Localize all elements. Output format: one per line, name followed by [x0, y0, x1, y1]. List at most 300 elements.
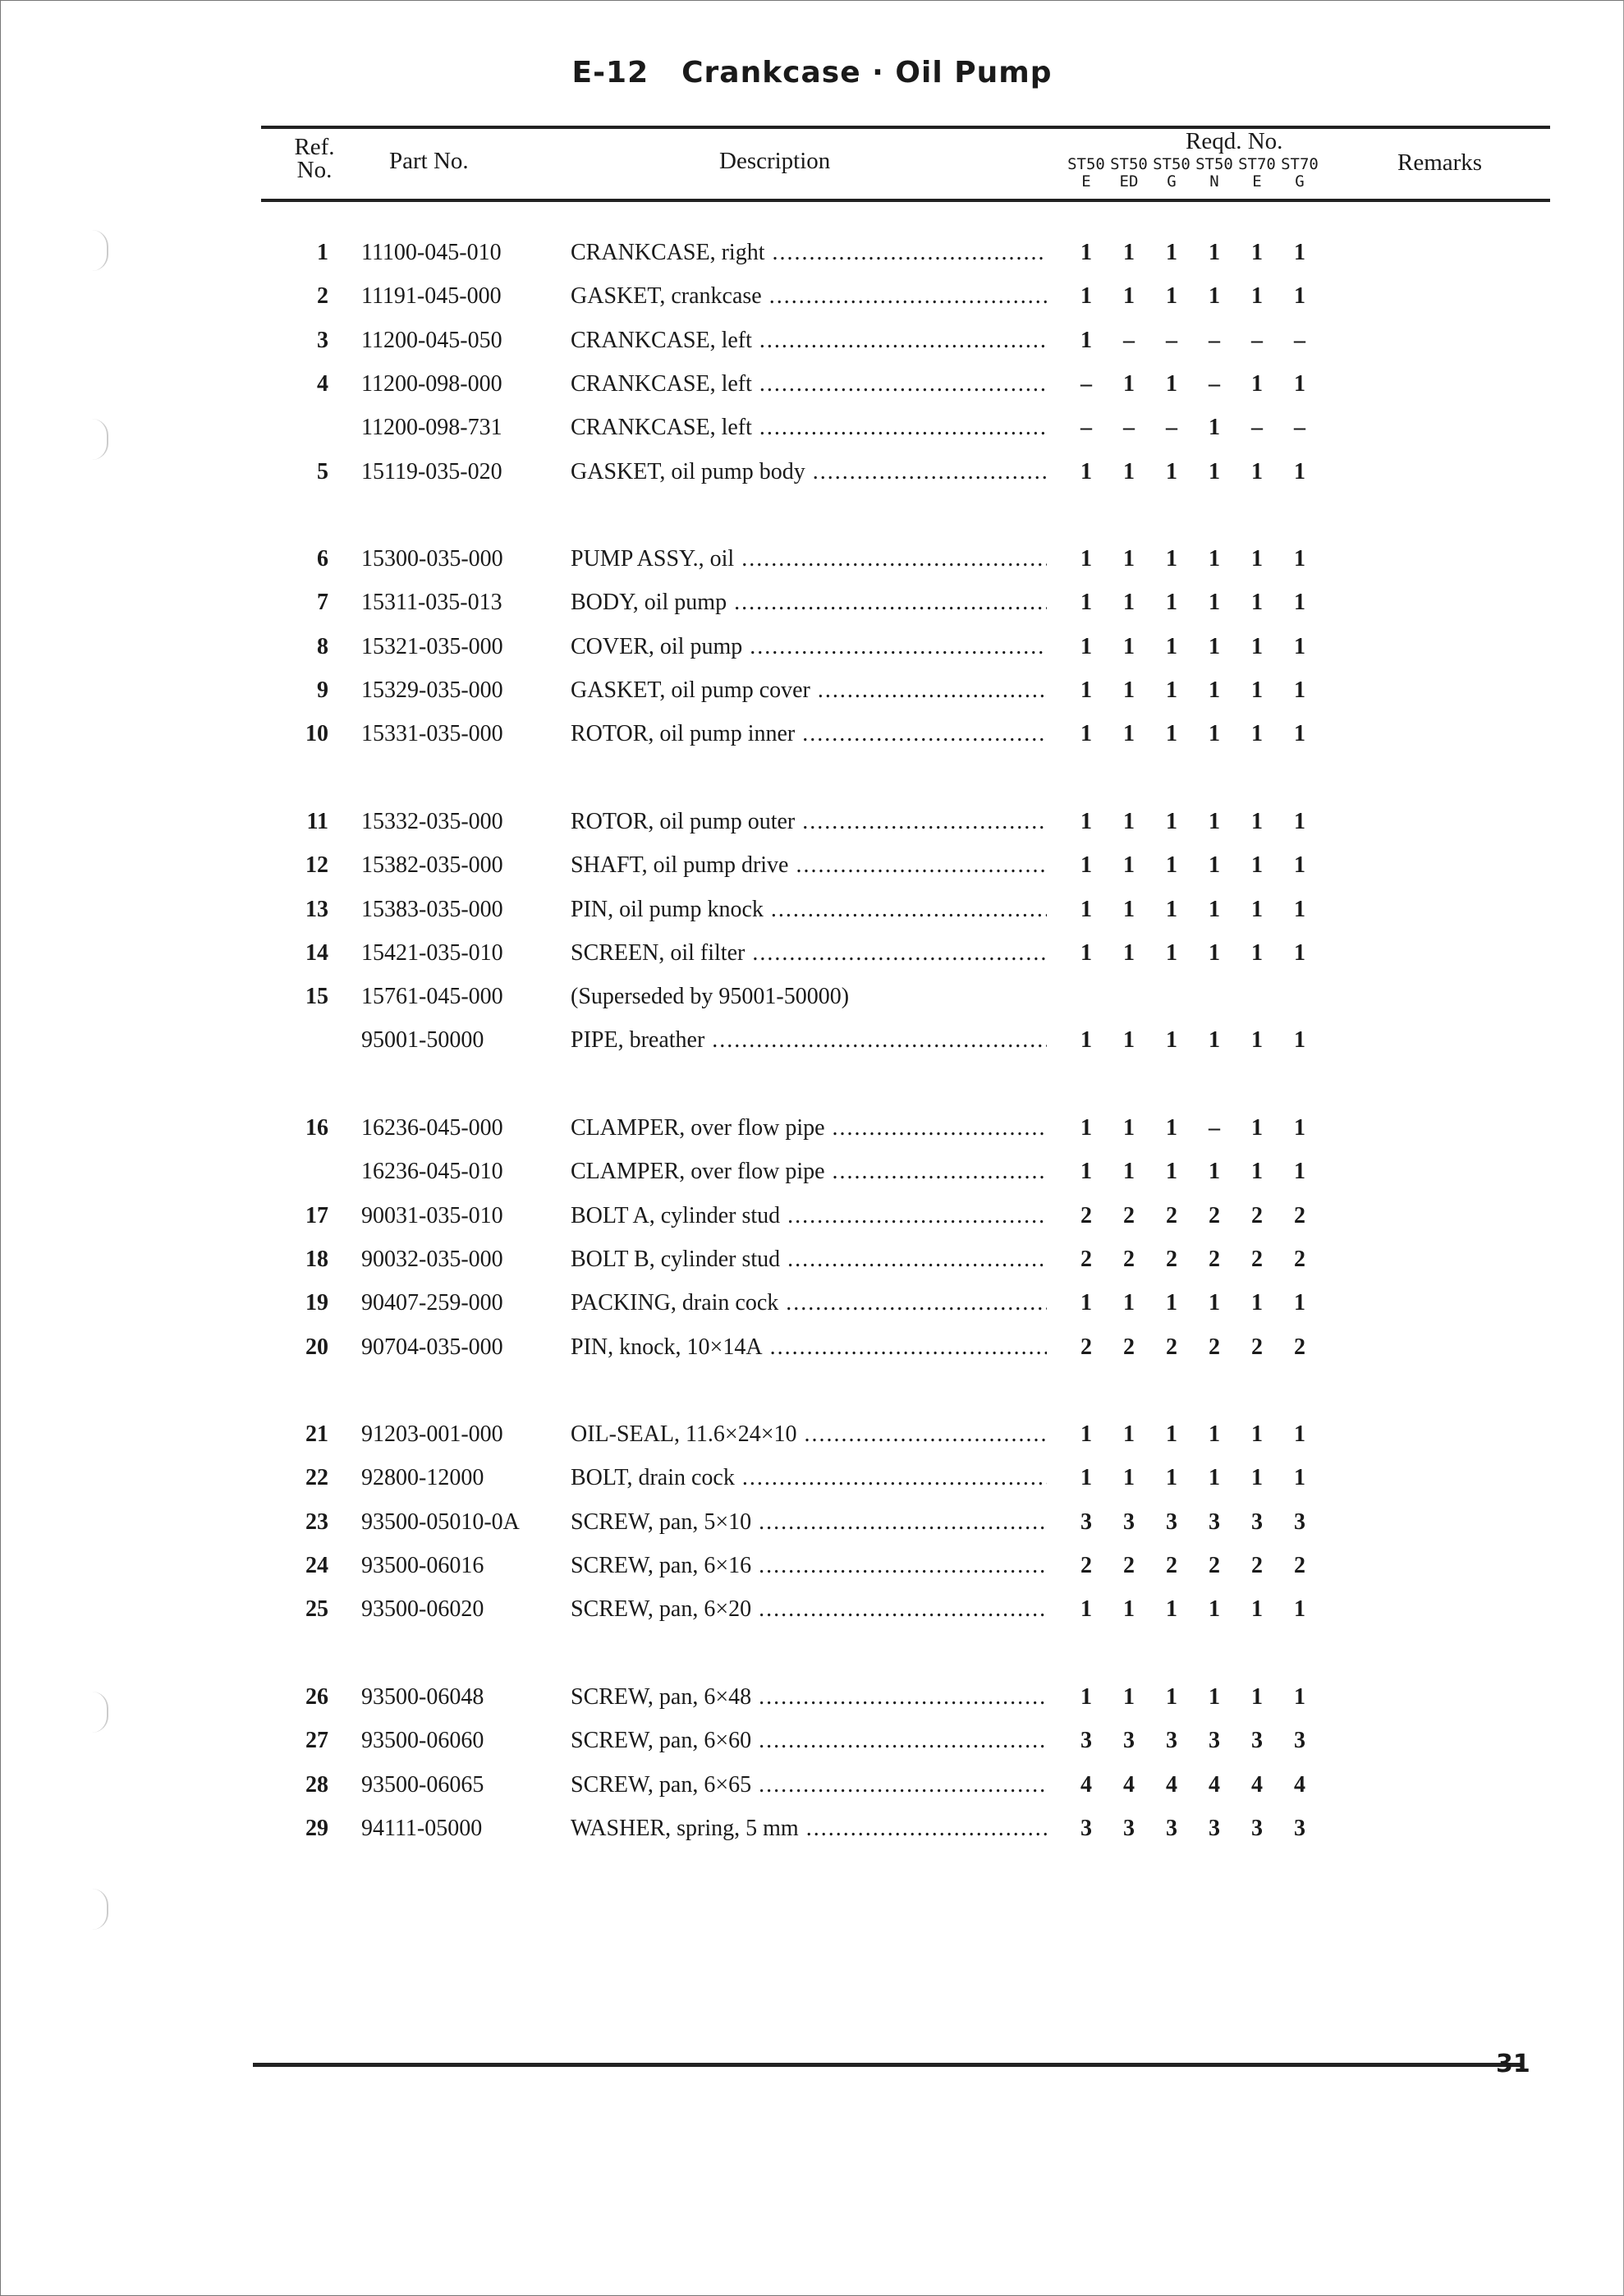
- qty-cell: 1: [1294, 370, 1305, 397]
- qty-cell: 2: [1166, 1334, 1177, 1360]
- part-number: 11100-045-010: [361, 240, 502, 265]
- table-row: [0, 1465, 1624, 1498]
- qty-cell: 1: [1080, 1115, 1092, 1141]
- qty-cell: 1: [1123, 1465, 1135, 1491]
- qty-cell: 1: [1123, 590, 1135, 616]
- model-variant: E: [1252, 172, 1262, 191]
- table-row: [0, 809, 1624, 842]
- qty-cell: –: [1166, 415, 1177, 441]
- qty-cell: 1: [1251, 1027, 1263, 1054]
- header-top-rule: [261, 126, 1550, 129]
- part-number: 11200-098-000: [361, 370, 502, 397]
- model-name: ST50: [1153, 155, 1190, 173]
- qty-cell: 1: [1294, 1115, 1305, 1141]
- ref-number: 6: [317, 546, 328, 572]
- part-description: SCREW, pan, 6×60 .....: [571, 1728, 1047, 1754]
- qty-cell: –: [1209, 370, 1220, 397]
- table-row: [0, 1684, 1624, 1717]
- part-description: OIL-SEAL, 11.6×24×10 .....: [571, 1421, 1047, 1448]
- qty-cell: 2: [1123, 1553, 1135, 1578]
- qty-cell: 1: [1251, 1159, 1263, 1185]
- qty-cell: 1: [1251, 633, 1263, 659]
- ref-number: 12: [305, 852, 328, 879]
- part-description: CRANKCASE, left .....: [571, 415, 1047, 441]
- qty-cell: 3: [1123, 1728, 1135, 1754]
- qty-cell: 1: [1251, 808, 1263, 834]
- part-number: 15383-035-000: [361, 896, 503, 922]
- qty-cell: 3: [1123, 1815, 1135, 1841]
- part-number: 93500-06016: [361, 1553, 484, 1578]
- qty-cell: 1: [1080, 283, 1092, 310]
- qty-cell: 1: [1251, 896, 1263, 922]
- table-row: [0, 721, 1624, 754]
- qty-cell: 1: [1123, 721, 1135, 747]
- ref-number: 4: [317, 370, 328, 397]
- qty-cell: 2: [1080, 1246, 1092, 1272]
- ref-number: 7: [317, 590, 328, 616]
- qty-cell: 2: [1294, 1553, 1305, 1578]
- ref-number: 16: [305, 1115, 328, 1141]
- qty-cell: 1: [1209, 808, 1220, 834]
- qty-cell: 1: [1123, 1421, 1135, 1448]
- qty-cell: 2: [1080, 1334, 1092, 1360]
- qty-cell: –: [1166, 327, 1177, 353]
- qty-cell: 1: [1209, 1159, 1220, 1185]
- qty-cell: 1: [1251, 939, 1263, 966]
- qty-cell: 1: [1251, 1421, 1263, 1448]
- table-row: [0, 1290, 1624, 1323]
- part-number: 90032-035-000: [361, 1246, 503, 1272]
- qty-cell: 1: [1080, 896, 1092, 922]
- qty-cell: 1: [1294, 1596, 1305, 1623]
- qty-cell: 4: [1209, 1771, 1220, 1798]
- ref-number: 11: [306, 808, 328, 834]
- qty-cell: 3: [1251, 1508, 1263, 1535]
- ref-number: 25: [305, 1596, 328, 1623]
- part-description: ROTOR, oil pump outer .....: [571, 809, 1047, 835]
- qty-cell: 2: [1123, 1202, 1135, 1228]
- qty-cell: 1: [1080, 240, 1092, 265]
- part-number: 95001-50000: [361, 1027, 484, 1054]
- part-description: (Superseded by 95001-50000): [571, 984, 850, 1010]
- model-name: ST50: [1195, 155, 1233, 173]
- model-column-header: [1149, 156, 1194, 191]
- qty-cell: 1: [1251, 283, 1263, 310]
- ref-number: 26: [305, 1683, 328, 1710]
- qty-cell: 1: [1080, 1421, 1092, 1448]
- qty-cell: 1: [1251, 546, 1263, 572]
- page-title: [0, 56, 1624, 90]
- qty-cell: 3: [1080, 1508, 1092, 1535]
- qty-cell: 1: [1123, 677, 1135, 703]
- qty-cell: 3: [1251, 1728, 1263, 1754]
- qty-cell: 1: [1080, 1159, 1092, 1185]
- qty-cell: 1: [1166, 458, 1177, 484]
- qty-cell: 4: [1294, 1771, 1305, 1798]
- reqd-no-header: Reqd. No.: [1186, 128, 1283, 154]
- qty-cell: 1: [1166, 633, 1177, 659]
- qty-cell: 1: [1209, 458, 1220, 484]
- ref-number: 19: [305, 1290, 328, 1316]
- description-header: Description: [719, 148, 831, 174]
- qty-cell: 1: [1123, 1683, 1135, 1710]
- qty-cell: 2: [1209, 1334, 1220, 1360]
- qty-cell: 1: [1080, 458, 1092, 484]
- qty-cell: 1: [1123, 1159, 1135, 1185]
- part-description: PIN, knock, 10×14A .....: [571, 1334, 1047, 1361]
- ref-number: 20: [305, 1334, 328, 1360]
- table-row: [0, 240, 1624, 273]
- ref-number: 14: [305, 939, 328, 966]
- table-row: [0, 677, 1624, 710]
- qty-cell: 1: [1166, 939, 1177, 966]
- qty-cell: 1: [1251, 370, 1263, 397]
- table-row: [0, 1203, 1624, 1236]
- ref-number: 28: [305, 1771, 328, 1798]
- table-row: [0, 897, 1624, 930]
- qty-cell: 1: [1209, 283, 1220, 310]
- qty-cell: 2: [1209, 1246, 1220, 1272]
- part-description: CLAMPER, over flow pipe .....: [571, 1115, 1047, 1141]
- table-row: [0, 1772, 1624, 1805]
- page-number: 31: [1496, 2050, 1530, 2078]
- part-description: BOLT B, cylinder stud .....: [571, 1247, 1047, 1273]
- qty-cell: –: [1123, 415, 1135, 441]
- part-number: 16236-045-000: [361, 1115, 503, 1141]
- qty-cell: 1: [1123, 283, 1135, 310]
- qty-cell: 1: [1251, 1115, 1263, 1141]
- qty-cell: 1: [1166, 896, 1177, 922]
- qty-cell: 1: [1166, 240, 1177, 265]
- qty-cell: 1: [1166, 370, 1177, 397]
- ref-number: 5: [317, 458, 328, 484]
- qty-cell: –: [1209, 1115, 1220, 1141]
- qty-cell: 1: [1251, 1683, 1263, 1710]
- qty-cell: 1: [1166, 1027, 1177, 1054]
- qty-cell: 2: [1123, 1334, 1135, 1360]
- qty-cell: 1: [1166, 677, 1177, 703]
- part-number: 92800-12000: [361, 1465, 484, 1491]
- table-row: [0, 1816, 1624, 1848]
- part-number: 90031-035-010: [361, 1202, 503, 1228]
- qty-cell: 2: [1294, 1334, 1305, 1360]
- qty-cell: 1: [1294, 1683, 1305, 1710]
- qty-cell: 4: [1123, 1771, 1135, 1798]
- qty-cell: 1: [1251, 1596, 1263, 1623]
- part-number: 15421-035-010: [361, 939, 503, 966]
- part-description: GASKET, crankcase .....: [571, 283, 1047, 310]
- part-number: 15311-035-013: [361, 590, 502, 616]
- qty-cell: 1: [1123, 1596, 1135, 1623]
- part-number: 15382-035-000: [361, 852, 503, 879]
- qty-cell: 1: [1080, 1465, 1092, 1491]
- qty-cell: 1: [1123, 852, 1135, 879]
- qty-cell: 1: [1080, 327, 1092, 353]
- qty-cell: 1: [1294, 808, 1305, 834]
- model-variant: G: [1295, 172, 1305, 191]
- qty-cell: 1: [1080, 633, 1092, 659]
- qty-cell: 2: [1209, 1553, 1220, 1578]
- part-number: 15761-045-000: [361, 984, 503, 1010]
- part-description: PACKING, drain cock .....: [571, 1290, 1047, 1316]
- part-description: SCREW, pan, 5×10 .....: [571, 1509, 1047, 1536]
- qty-cell: –: [1294, 327, 1305, 353]
- part-description: PIN, oil pump knock .....: [571, 897, 1047, 923]
- qty-cell: 1: [1209, 546, 1220, 572]
- table-row: [0, 1596, 1624, 1629]
- qty-cell: 1: [1166, 1159, 1177, 1185]
- part-description: CRANKCASE, left .....: [571, 328, 1047, 354]
- qty-cell: 1: [1080, 1027, 1092, 1054]
- part-number: 15300-035-000: [361, 546, 503, 572]
- qty-cell: 2: [1166, 1246, 1177, 1272]
- ref-header-line2: No.: [296, 157, 333, 183]
- qty-cell: 1: [1166, 721, 1177, 747]
- header-bottom-rule: [261, 199, 1550, 202]
- qty-cell: 1: [1294, 240, 1305, 265]
- qty-cell: 1: [1080, 1683, 1092, 1710]
- part-description: WASHER, spring, 5 mm .....: [571, 1816, 1047, 1842]
- qty-cell: 1: [1080, 939, 1092, 966]
- qty-cell: 2: [1251, 1334, 1263, 1360]
- qty-cell: 1: [1294, 633, 1305, 659]
- section-code: E-12: [571, 56, 649, 90]
- qty-cell: 1: [1251, 1290, 1263, 1316]
- qty-cell: 1: [1294, 590, 1305, 616]
- qty-cell: 1: [1294, 1027, 1305, 1054]
- qty-cell: 1: [1294, 1159, 1305, 1185]
- qty-cell: 1: [1294, 1421, 1305, 1448]
- qty-cell: 3: [1166, 1728, 1177, 1754]
- part-description: SCREEN, oil filter .....: [571, 940, 1047, 967]
- qty-cell: 4: [1166, 1771, 1177, 1798]
- ref-number: 21: [305, 1421, 328, 1448]
- part-number: 93500-06020: [361, 1596, 484, 1623]
- part-description: BOLT A, cylinder stud .....: [571, 1203, 1047, 1229]
- qty-cell: 1: [1123, 808, 1135, 834]
- qty-cell: 1: [1294, 896, 1305, 922]
- qty-cell: 3: [1294, 1815, 1305, 1841]
- qty-cell: 2: [1209, 1202, 1220, 1228]
- qty-cell: 1: [1294, 721, 1305, 747]
- qty-cell: 3: [1294, 1728, 1305, 1754]
- part-description: SHAFT, oil pump drive .....: [571, 852, 1047, 879]
- part-number: 15119-035-020: [361, 458, 502, 484]
- qty-cell: 1: [1080, 677, 1092, 703]
- model-variant: N: [1209, 172, 1219, 191]
- qty-cell: 2: [1251, 1202, 1263, 1228]
- qty-cell: 3: [1166, 1508, 1177, 1535]
- qty-cell: 1: [1209, 1596, 1220, 1623]
- qty-cell: 3: [1080, 1728, 1092, 1754]
- qty-cell: 2: [1251, 1246, 1263, 1272]
- ref-header-line1: Ref.: [294, 134, 335, 160]
- qty-cell: 2: [1080, 1202, 1092, 1228]
- part-description: SCREW, pan, 6×48 .....: [571, 1684, 1047, 1711]
- qty-cell: –: [1294, 415, 1305, 441]
- qty-cell: 2: [1080, 1553, 1092, 1578]
- qty-cell: 1: [1294, 677, 1305, 703]
- qty-cell: 1: [1209, 1421, 1220, 1448]
- qty-cell: 1: [1209, 415, 1220, 441]
- part-number: 11200-045-050: [361, 327, 502, 353]
- model-name: ST70: [1281, 155, 1319, 173]
- ref-number: 10: [305, 721, 328, 747]
- ref-number: 22: [305, 1465, 328, 1491]
- part-number: 91203-001-000: [361, 1421, 503, 1448]
- qty-cell: 1: [1166, 852, 1177, 879]
- table-row: [0, 1334, 1624, 1367]
- qty-cell: 4: [1080, 1771, 1092, 1798]
- table-row: [0, 1027, 1624, 1060]
- qty-cell: 3: [1294, 1508, 1305, 1535]
- table-row: [0, 984, 1624, 1017]
- table-row: [0, 415, 1624, 448]
- qty-cell: 1: [1294, 458, 1305, 484]
- qty-cell: 2: [1166, 1553, 1177, 1578]
- table-row: [0, 1728, 1624, 1761]
- qty-cell: –: [1123, 327, 1135, 353]
- part-description: GASKET, oil pump body .....: [571, 459, 1047, 485]
- part-number: 93500-06065: [361, 1771, 484, 1798]
- qty-cell: 3: [1209, 1728, 1220, 1754]
- ref-number: 8: [317, 633, 328, 659]
- model-name: ST50: [1110, 155, 1148, 173]
- qty-cell: 1: [1080, 590, 1092, 616]
- ref-number: 18: [305, 1246, 328, 1272]
- qty-cell: –: [1209, 327, 1220, 353]
- qty-cell: 1: [1080, 546, 1092, 572]
- qty-cell: 3: [1166, 1815, 1177, 1841]
- qty-cell: 1: [1251, 721, 1263, 747]
- qty-cell: 2: [1166, 1202, 1177, 1228]
- ref-number: 9: [317, 677, 328, 703]
- qty-cell: 1: [1123, 1290, 1135, 1316]
- qty-cell: 1: [1123, 1115, 1135, 1141]
- part-description: GASKET, oil pump cover .....: [571, 677, 1047, 704]
- qty-cell: 1: [1080, 852, 1092, 879]
- qty-cell: –: [1251, 327, 1263, 353]
- qty-cell: 1: [1123, 1027, 1135, 1054]
- table-row: [0, 1553, 1624, 1586]
- part-number: 93500-06048: [361, 1683, 484, 1710]
- part-description: CRANKCASE, right .....: [571, 240, 1047, 266]
- qty-cell: –: [1080, 415, 1092, 441]
- model-column-header: [1192, 156, 1236, 191]
- ref-number: 27: [305, 1728, 328, 1754]
- ref-number: 13: [305, 896, 328, 922]
- qty-cell: 1: [1209, 721, 1220, 747]
- table-row: [0, 1159, 1624, 1192]
- qty-cell: 1: [1123, 939, 1135, 966]
- qty-cell: 1: [1209, 939, 1220, 966]
- qty-cell: 1: [1080, 1596, 1092, 1623]
- qty-cell: 2: [1123, 1246, 1135, 1272]
- qty-cell: 1: [1209, 1465, 1220, 1491]
- qty-cell: 2: [1251, 1553, 1263, 1578]
- qty-cell: 3: [1080, 1815, 1092, 1841]
- table-row: [0, 634, 1624, 667]
- table-row: [0, 1247, 1624, 1279]
- qty-cell: 1: [1294, 852, 1305, 879]
- qty-cell: 1: [1251, 677, 1263, 703]
- qty-cell: 1: [1209, 590, 1220, 616]
- qty-cell: 1: [1294, 1290, 1305, 1316]
- qty-cell: 3: [1251, 1815, 1263, 1841]
- model-column-header: [1235, 156, 1279, 191]
- ref-number: 24: [305, 1553, 328, 1578]
- remarks-header: Remarks: [1397, 149, 1483, 176]
- qty-cell: 1: [1209, 240, 1220, 265]
- qty-cell: 1: [1166, 1290, 1177, 1316]
- part-number: 15332-035-000: [361, 808, 503, 834]
- model-variant: ED: [1119, 172, 1139, 191]
- model-variant: E: [1081, 172, 1091, 191]
- qty-cell: 1: [1209, 1027, 1220, 1054]
- part-description: COVER, oil pump .....: [571, 634, 1047, 660]
- qty-cell: 1: [1080, 721, 1092, 747]
- qty-cell: 1: [1123, 370, 1135, 397]
- part-number: 93500-05010-0A: [361, 1508, 520, 1535]
- qty-cell: 1: [1294, 939, 1305, 966]
- table-row: [0, 1115, 1624, 1148]
- part-description: PIPE, breather .....: [571, 1027, 1047, 1054]
- qty-cell: 1: [1294, 283, 1305, 310]
- part-number: 90704-035-000: [361, 1334, 503, 1360]
- qty-cell: 3: [1209, 1815, 1220, 1841]
- qty-cell: 1: [1251, 590, 1263, 616]
- table-row: [0, 1421, 1624, 1454]
- qty-cell: 1: [1166, 283, 1177, 310]
- qty-cell: 2: [1294, 1246, 1305, 1272]
- part-description: ROTOR, oil pump inner .....: [571, 721, 1047, 747]
- part-description: SCREW, pan, 6×65 .....: [571, 1772, 1047, 1798]
- qty-cell: 1: [1123, 546, 1135, 572]
- qty-cell: 1: [1166, 1421, 1177, 1448]
- qty-cell: 1: [1294, 1465, 1305, 1491]
- table-row: [0, 371, 1624, 404]
- table-row: [0, 852, 1624, 885]
- table-row: [0, 590, 1624, 622]
- part-number: 93500-06060: [361, 1728, 484, 1754]
- qty-cell: 1: [1080, 808, 1092, 834]
- model-name: ST50: [1067, 155, 1105, 173]
- qty-cell: –: [1080, 370, 1092, 397]
- qty-cell: 1: [1166, 1115, 1177, 1141]
- qty-cell: 1: [1166, 1683, 1177, 1710]
- part-description: BODY, oil pump .....: [571, 590, 1047, 616]
- part-description: CLAMPER, over flow pipe .....: [571, 1159, 1047, 1185]
- model-variant: G: [1167, 172, 1177, 191]
- qty-cell: 1: [1123, 458, 1135, 484]
- ref-number: 15: [305, 984, 328, 1010]
- qty-cell: 1: [1251, 458, 1263, 484]
- part-no-header: Part No.: [389, 148, 469, 174]
- ref-number: 2: [317, 283, 328, 310]
- qty-cell: 1: [1294, 546, 1305, 572]
- section-name: Crankcase · Oil Pump: [681, 56, 1053, 90]
- table-row: [0, 283, 1624, 316]
- qty-cell: 1: [1251, 240, 1263, 265]
- part-number: 15331-035-000: [361, 721, 503, 747]
- qty-cell: 4: [1251, 1771, 1263, 1798]
- table-row: [0, 940, 1624, 973]
- part-description: SCREW, pan, 6×20 .....: [571, 1596, 1047, 1623]
- table-row: [0, 1509, 1624, 1542]
- qty-cell: 1: [1251, 852, 1263, 879]
- qty-cell: 2: [1294, 1202, 1305, 1228]
- qty-cell: 1: [1123, 633, 1135, 659]
